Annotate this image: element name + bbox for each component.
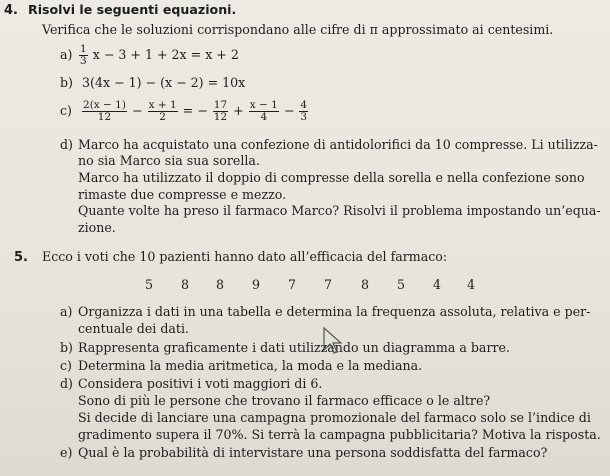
- item-5e: [60, 445, 547, 460]
- exercise-5-header: [14, 249, 447, 265]
- item-4a: [60, 44, 239, 67]
- vote-value: 7: [324, 277, 333, 292]
- operator: = −: [182, 103, 208, 118]
- item-5a-line1: [60, 304, 590, 319]
- instruction: Verifica che le soluzioni corrispondano alle cifre di π approssimato ai centesimi.: [42, 22, 554, 37]
- vote-value: 8: [216, 277, 225, 292]
- problem-text: Marco ha acquistato una confezione di antidolorifici da 10 compresse. Li utilizza-: [78, 137, 598, 152]
- item-5c: [60, 358, 422, 373]
- item-label: e): [60, 445, 73, 460]
- fraction: $\frac{x + 1}{2}$: [148, 99, 177, 123]
- item-4d-line1: [60, 137, 598, 152]
- exercise-4-header: [4, 2, 236, 18]
- operator: −: [283, 103, 295, 118]
- fraction: $\frac{x - 1}{4}$: [249, 99, 278, 123]
- problem-text: Determina la media aritmetica, la moda e la mediana.: [78, 358, 423, 373]
- problem-text: Organizza i dati in una tabella e determina la frequenza assoluta, relativa e per-: [78, 304, 591, 319]
- problem-text: rimaste due compresse e mezzo.: [78, 187, 287, 202]
- operator: −: [131, 103, 143, 118]
- exercise-number: 5.: [14, 250, 28, 265]
- operator: +: [233, 103, 244, 118]
- vote-value: 4: [433, 277, 442, 292]
- exercise-title: Risolvi le seguenti equazioni.: [28, 2, 237, 17]
- problem-text: Rappresenta graficamente i dati utilizzando un diagramma a barre.: [78, 340, 510, 355]
- problem-text: Si decide di lanciare una campagna promozionale del farmaco solo se l’indice di: [78, 410, 591, 425]
- item-5d-line1: [60, 376, 322, 391]
- item-4c: [60, 100, 309, 123]
- item-4b: [60, 75, 245, 90]
- vote-value: 9: [252, 277, 261, 292]
- item-label: b): [60, 75, 73, 90]
- problem-text: Quante volte ha preso il farmaco Marco? Risolvi il problema impostando un’equa-: [78, 203, 601, 218]
- problem-text: Considera positivi i voti maggiori di 6.: [78, 376, 323, 391]
- item-5b: [60, 340, 510, 355]
- problem-text: Qual è la probabilità di intervistare una persona soddisfatta del farmaco?: [78, 445, 548, 460]
- vote-value: 8: [361, 277, 370, 292]
- mouse-pointer-icon: [322, 326, 348, 356]
- equation-text: x − 3 + 1 + 2x = x + 2: [92, 47, 239, 62]
- item-label: a): [60, 47, 73, 62]
- vote-value: 7: [288, 277, 297, 292]
- item-label: b): [60, 340, 73, 355]
- problem-text: centuale dei dati.: [78, 321, 189, 336]
- problem-text: Sono di più le persone che trovano il farmaco efficace o le altre?: [78, 393, 491, 408]
- problem-text: zione.: [78, 220, 116, 235]
- item-label: a): [60, 304, 73, 319]
- problem-text: gradimento supera il 70%. Si terrà la campagna pubblicitaria? Motiva la risposta.: [78, 427, 601, 442]
- fraction: $\frac{17}{12}$: [213, 99, 228, 123]
- equation-text: 3(4x − 1) − (x − 2) = 10x: [82, 75, 246, 90]
- fraction: $\frac{2(x - 1)}{12}$: [83, 99, 126, 123]
- fraction: $\frac{4}{3}$: [300, 99, 308, 123]
- problem-text: Marco ha utilizzato il doppio di compresse della sorella e nella confezione sono: [78, 170, 585, 185]
- vote-value: 8: [181, 277, 190, 292]
- exercise-title: Ecco i voti che 10 pazienti hanno dato all’efficacia del farmaco:: [42, 249, 448, 264]
- item-label: d): [60, 137, 73, 152]
- fraction: $\frac{1}{3}$: [80, 43, 87, 67]
- vote-value: 4: [467, 277, 476, 292]
- problem-text: no sia Marco sia sua sorella.: [78, 153, 260, 168]
- item-label: c): [60, 358, 72, 373]
- vote-value: 5: [397, 277, 406, 292]
- exercise-number: 4.: [4, 3, 18, 18]
- item-label: d): [60, 376, 73, 391]
- vote-value: 5: [145, 277, 154, 292]
- item-label: c): [60, 103, 72, 118]
